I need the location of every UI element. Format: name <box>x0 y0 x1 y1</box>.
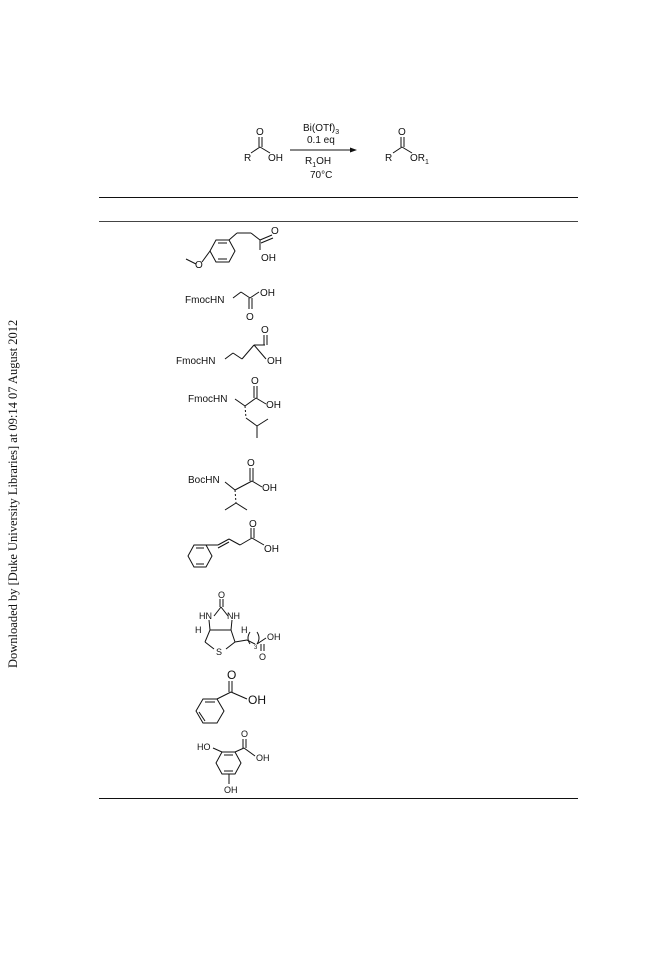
substrate-boc-valine <box>225 468 262 510</box>
s7-chain-count-label: 3 <box>254 645 258 651</box>
s4-o-label: O <box>251 376 259 387</box>
reactant-oh-label: OH <box>268 153 283 164</box>
s5-protecting-group-label: BocHN <box>188 475 220 486</box>
substrate-fmoc-leucine <box>235 386 268 446</box>
s8-o-label: O <box>227 668 237 682</box>
s2-o-label: O <box>246 312 254 323</box>
substrate-fmoc-glycine <box>233 292 259 309</box>
s9-ho-label: HO <box>197 742 211 752</box>
s7-h2-label: H <box>241 625 248 635</box>
s7-oh-label: OH <box>267 632 281 642</box>
product-o-label: O <box>398 127 406 138</box>
s8-oh-label: OH <box>248 693 266 707</box>
reaction-arrowhead <box>350 148 357 153</box>
s4-protecting-group-label: FmocHN <box>188 394 228 405</box>
s5-o-label: O <box>247 458 255 469</box>
s2-oh-label: OH <box>260 288 275 299</box>
catalyst-amount-label: 0.1 eq <box>307 135 335 146</box>
s1-oh-label: OH <box>261 253 276 264</box>
reaction-conditions <box>290 123 357 181</box>
s7-h1-label: H <box>195 625 202 635</box>
s9-oh-carboxyl-label: OH <box>256 753 270 763</box>
s7-s-label: S <box>216 647 223 657</box>
s6-o-label: O <box>249 519 257 530</box>
s5-oh-label: OH <box>262 483 277 494</box>
s3-o-label: O <box>261 325 269 336</box>
s1-o-label: O <box>271 226 279 237</box>
substrate-cinnamic-acid <box>188 528 264 567</box>
substrate-fmoc-beta-alanine <box>225 335 267 359</box>
s7-o-label: O <box>218 590 226 600</box>
product-r-label: R <box>385 153 393 164</box>
s3-oh-label: OH <box>267 356 282 367</box>
reaction-scheme <box>0 0 672 200</box>
s7-o-bottom-label: O <box>259 652 267 662</box>
s2-protecting-group-label: FmocHN <box>185 295 225 306</box>
s3-protecting-group-label: FmocHN <box>176 356 216 367</box>
download-watermark: Downloaded by [Duke University Libraries] at 09:14 07 August 2012 <box>6 319 20 668</box>
substrate-benzoic-acid <box>196 681 247 723</box>
s6-oh-label: OH <box>264 544 279 555</box>
s4-oh-label: OH <box>266 400 281 411</box>
reactant-carboxylic-acid <box>244 127 283 164</box>
s9-o-label: O <box>241 729 249 739</box>
table-header-rule <box>99 221 578 222</box>
substrate-biotin <box>205 599 266 651</box>
table-bottom-rule <box>99 798 578 799</box>
s7-nh-label: NH <box>227 611 240 621</box>
product-ester <box>385 127 429 166</box>
substrate-methoxyphenylacetic-acid <box>186 233 273 264</box>
reactant-o-label: O <box>256 127 264 138</box>
alcohol-label: $R_1OH$ <box>305 156 332 169</box>
reactant-r-label: R <box>244 153 252 164</box>
product-or-label: $OR_1$ <box>410 153 429 166</box>
s7-hn-label: HN <box>199 611 212 621</box>
catalyst-label: $Bi(OTf)_3$ <box>303 123 340 136</box>
substrate-dihydroxybenzoic-acid <box>213 739 255 784</box>
s9-oh-bottom-label: OH <box>224 785 238 795</box>
table-top-rule <box>99 197 578 198</box>
temperature-label: 70°C <box>310 170 333 181</box>
s1-methoxy-o-label: O <box>195 260 203 271</box>
